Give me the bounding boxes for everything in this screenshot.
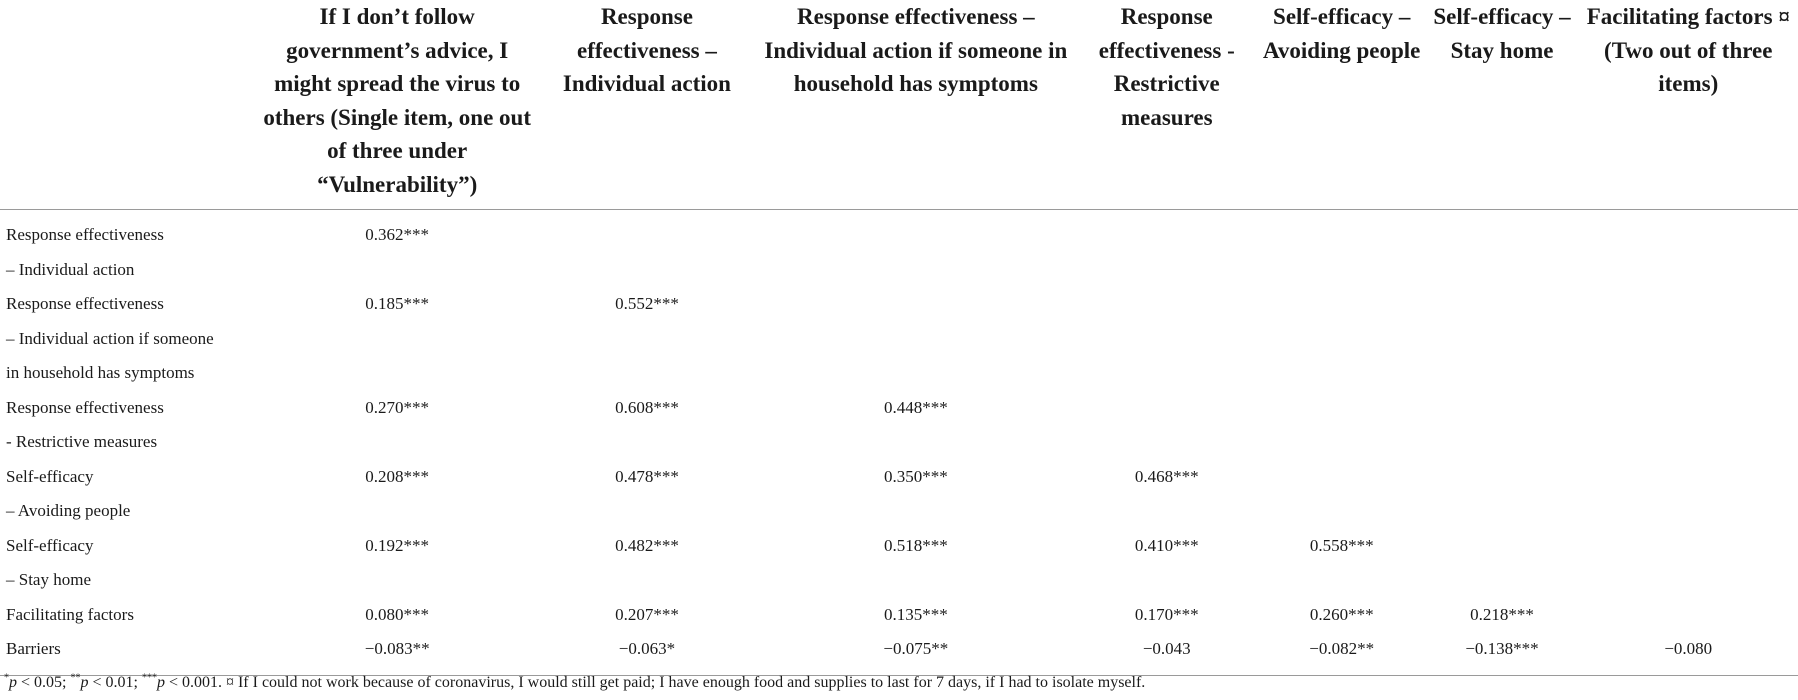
correlation-cell [1426,460,1579,529]
correlation-cell: −0.138*** [1465,639,1539,658]
footnote-sig2-text: < 0.01; [88,674,142,691]
column-header-se-stay-home: Self-efficacy – Stay home [1433,4,1571,63]
row-label-line: Response effectiveness [6,225,164,244]
row-label [0,598,257,633]
correlation-cell: 0.608*** [615,397,679,417]
correlation-cell: 0.362*** [365,225,430,244]
column-header-re-restrictive-measures: Response effectiveness - Restrictive measures [1098,4,1235,130]
correlation-cell [756,210,1076,288]
table-header [0,0,1798,210]
correlation-cell: 0.208*** [365,466,430,486]
row-label-line: - Restrictive measures [6,432,158,451]
column-header-facilitating-factors: Facilitating factors ¤ (Two out of three items) [1586,4,1790,96]
footnote-sig1-mark: * [4,672,9,684]
correlation-cell: 0.260*** [1309,604,1374,624]
correlation-cell [1579,598,1798,633]
correlation-cell [1579,529,1798,598]
row-label-line: – Stay home [6,570,91,589]
correlation-cell [1258,210,1426,288]
row-label [0,391,257,460]
row-label [0,287,257,391]
correlation-cell [1258,460,1426,529]
correlation-cell: 0.558*** [1309,535,1374,555]
correlation-cell [1426,391,1579,460]
correlation-cell: 0.207*** [615,604,679,624]
table-row [0,391,1798,460]
correlation-cell [1076,391,1258,460]
column-header-spread-virus: If I don’t follow government’s advice, I might spread the virus to others (Single item, one out of three under “Vulnerability”) [263,4,531,197]
table-row [0,460,1798,529]
correlation-cell: 0.552*** [615,294,679,313]
footnote-sig1-text: < 0.05; [17,674,71,691]
row-label-line: Barriers [6,639,61,658]
correlation-cell: 0.518*** [883,535,948,555]
correlation-cell: 0.468*** [1134,466,1199,486]
correlation-cell: 0.192*** [365,535,430,555]
row-label [0,529,257,598]
footnote-sig3-text: < 0.001. ¤ If I could not work because of coronavirus, I would still get paid; I have enough food and supplies to last for 7 days, if I had to isolate myself. [164,674,1146,691]
column-header-se-avoiding-people: Self-efficacy – Avoiding people [1262,4,1421,63]
correlation-cell [1258,391,1426,460]
correlation-cell [1579,287,1798,391]
correlation-cell: 0.448*** [883,397,948,417]
correlation-cell: 0.350*** [883,466,948,486]
row-label-line: Self-efficacy [6,535,94,555]
row-label-line: Response effectiveness [6,397,164,417]
row-label-line: – Avoiding people [6,501,131,520]
footnote-p-symbol: p [80,674,89,691]
row-label [0,632,257,675]
correlation-cell [538,210,756,288]
footnote-sig3-mark: *** [141,672,157,684]
correlation-cell: 0.410*** [1134,535,1199,555]
footnote-sig2-mark: ** [70,672,81,684]
correlation-cell: 0.135*** [883,604,948,624]
correlation-cell: 0.185*** [365,294,430,313]
table-row [0,210,1798,288]
row-label-line: – Individual action [6,259,135,279]
table-row [0,287,1798,391]
header-row [0,0,1798,210]
correlation-cell [756,287,1076,391]
correlation-cell: −0.080 [1664,639,1713,658]
correlation-cell: −0.075** [883,639,949,658]
correlation-cell [1258,287,1426,391]
correlation-cell [1426,287,1579,391]
row-label-line: in household has symptoms [6,363,195,382]
correlation-cell [1076,210,1258,288]
row-label-line: – Individual action if someone [6,328,214,348]
column-header-re-household-symptoms: Response effectiveness – Individual action if someone in household has symptoms [764,4,1068,96]
table-row [0,529,1798,598]
correlation-cell: 0.218*** [1470,604,1534,624]
correlation-cell: 0.482*** [615,535,679,555]
table-row [0,632,1798,675]
correlation-cell: 0.170*** [1134,604,1199,624]
row-label-line: Facilitating factors [6,604,134,624]
row-label [0,460,257,529]
correlation-cell [1426,210,1579,288]
correlation-cell: 0.270*** [365,397,430,417]
correlation-cell: −0.063* [618,639,676,658]
column-header-re-individual-action: Response effectiveness – Individual action [562,4,731,96]
correlation-cell [1579,460,1798,529]
correlation-cell: 0.478*** [615,466,679,486]
correlation-cell [1076,287,1258,391]
row-label-line: Response effectiveness [6,294,164,313]
table-body [0,210,1798,676]
row-label-line: Self-efficacy [6,466,94,486]
correlation-cell [1579,210,1798,288]
correlation-cell: −0.043 [1142,639,1191,658]
correlation-cell [1579,391,1798,460]
row-label [0,210,257,288]
correlation-cell [1426,529,1579,598]
table-footnote [4,673,1145,693]
correlation-cell: −0.083** [364,639,430,658]
column-header-stub [0,0,257,210]
footnote-p-symbol: p [9,674,17,691]
table-row [0,598,1798,633]
footnote-p-symbol: p [156,674,165,691]
correlation-cell: −0.082** [1309,639,1375,658]
correlation-cell: 0.080*** [365,604,430,624]
